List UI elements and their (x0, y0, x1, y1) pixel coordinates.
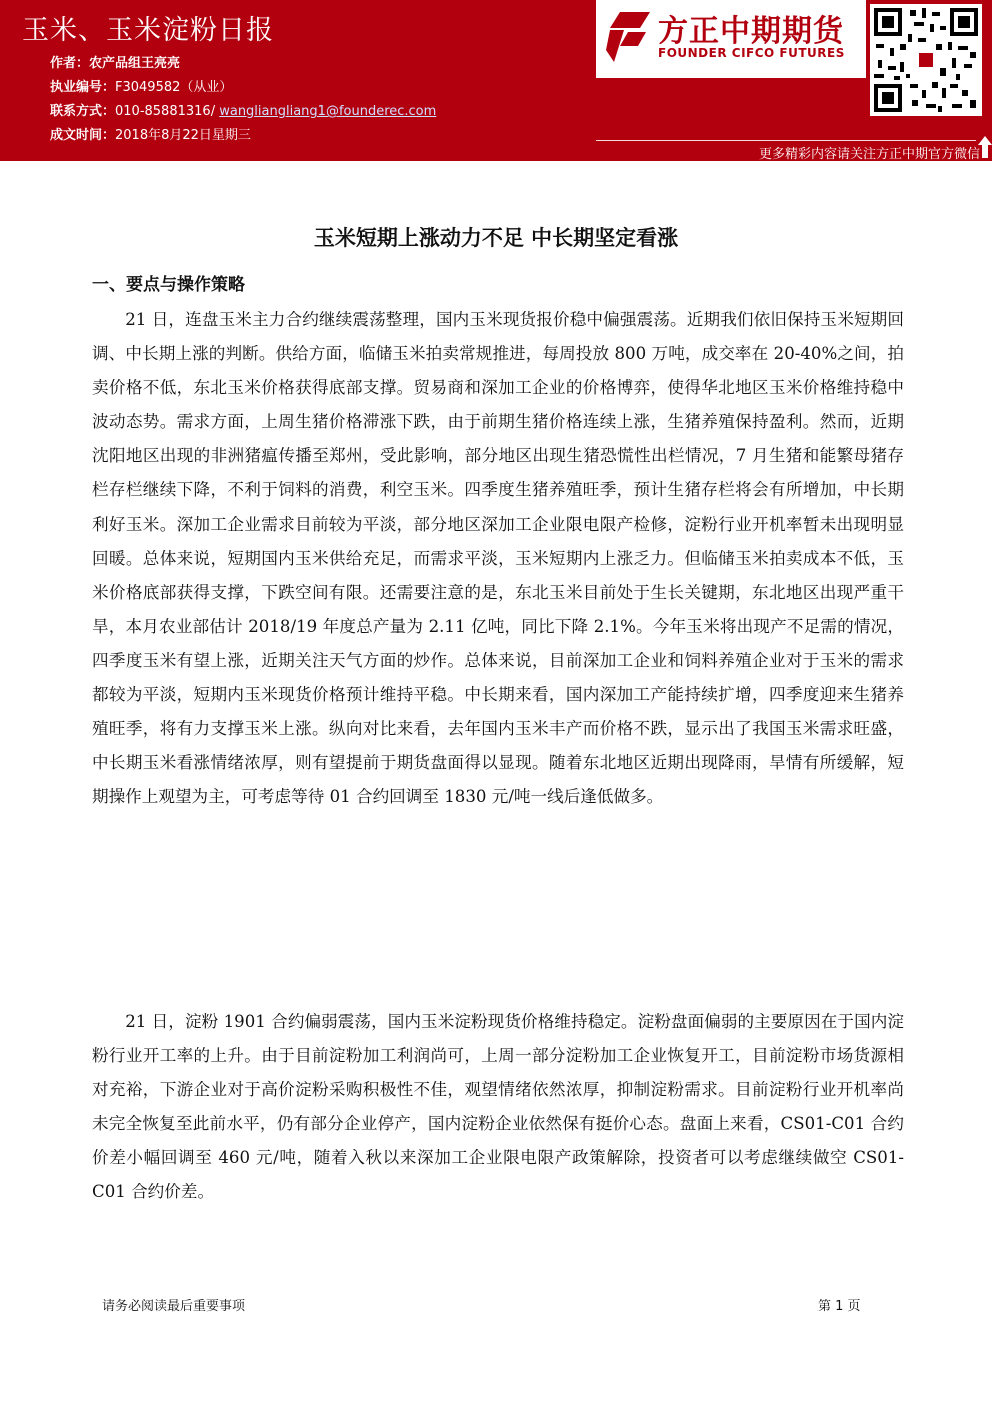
license-label: 执业编号： (50, 80, 116, 95)
page-number: 第 1 页 (818, 1299, 861, 1314)
founder-logo-icon (606, 12, 650, 62)
logo-text-en: FOUNDER CIFCO FUTURES (658, 46, 845, 60)
contact-label: 联系方式： (50, 104, 116, 119)
author-line (50, 52, 436, 76)
footer-notice: 请务必阅读最后重要事项 (102, 1299, 246, 1314)
document-title: 玉米短期上涨动力不足 中长期坚定看涨 (313, 226, 679, 250)
qr-code-icon[interactable] (870, 4, 982, 116)
report-meta (50, 52, 436, 148)
logo-text-cn: 方正中期期货 (658, 14, 844, 49)
arrow-up-icon (978, 136, 992, 158)
paragraph-corn: 21 日，连盘玉米主力合约继续震荡整理，国内玉米现货报价稳中偏强震荡。近期我们依旧保持玉米短期回调、中长期上涨的判断。供给方面，临储玉米拍卖常规推进，每周投放 800 万吨，成交率在 20-40%之间，拍卖价格不低，东北玉米价格获得底部支撑。贸易商和深加工企业的价格博弈，使得华北地区玉米价格维持稳中波动态势。需求方面，上周生猪价格滞涨下跌，由于前期生猪价格连续上涨，生猪养殖保持盈利。然而，近期沈阳地区出现的非洲猪瘟传播至郑州，受此影响，部分地区出现生猪恐慌性出栏情况，7 月生猪和能繁母猪存栏存栏继续下降，不利于饲料的消费，利空玉米。四季度生猪养殖旺季，预计生猪存栏将会有所增加，中长期利好玉米。深加工企业需求目前较为平淡，部分地区深加工企业限电限产检修，淀粉行业开机率暂未出现明显回暖。总体来说，短期国内玉米供给充足，而需求平淡，玉米短期内上涨乏力。但临储玉米拍卖成本不低，玉米价格底部获得支撑，下跌空间有限。还需要注意的是，东北玉米目前处于生长关键期，东北地区出现严重干旱，本月农业部估计 2018/19 年度总产量为 2.11 亿吨，同比下降 2.1%。今年玉米将出现产不足需的情况，四季度玉米有望上涨，近期关注天气方面的炒作。总体来说，目前深加工企业和饲料养殖企业对于玉米的需求都较为平淡，短期内玉米现货价格预计维持平稳。中长期来看，国内深加工产能持续扩增，四季度迎来生猪养殖旺季，将有力支撑玉米上涨。纵向对比来看，去年国内玉米丰产而价格不跌，显示出了我国玉米需求旺盛，中长期玉米看涨情绪浓厚，则有望提前于期货盘面得以显现。随着东北地区近期出现降雨，旱情有所缓解，短期操作上观望为主，可考虑等待 01 合约回调至 1830 元/吨一线后逢低做多。 (92, 310, 904, 807)
date-line (50, 124, 436, 148)
phone-value: 010-85881316/ (115, 104, 216, 119)
license-value: F3049582（从业） (115, 80, 233, 95)
follow-wechat-text: 更多精彩内容请关注方正中期官方微信 (758, 147, 980, 161)
header-divider (596, 140, 976, 141)
date-value: 2018年8月22日星期三 (115, 128, 251, 143)
author-value: 农产品组王亮亮 (89, 56, 181, 71)
report-title: 玉米、玉米淀粉日报 (22, 15, 274, 46)
contact-line (50, 100, 436, 124)
license-line (50, 76, 436, 100)
date-label: 成文时间： (50, 128, 116, 143)
author-label: 作者： (50, 56, 90, 71)
paragraph-starch: 21 日，淀粉 1901 合约偏弱震荡，国内玉米淀粉现货价格维持稳定。淀粉盘面偏弱的主要原因在于国内淀粉行业开工率的上升。由于目前淀粉加工利润尚可，上周一部分淀粉加工企业恢复开工，目前淀粉市场货源相对充裕，下游企业对于高价淀粉采购积极性不佳，观望情绪依然浓厚，抑制淀粉需求。目前淀粉行业开机率尚未完全恢复至此前水平，仍有部分企业停产，国内淀粉企业依然保有挺价心态。盘面上来看，CS01-C01 合约价差小幅回调至 460 元/吨，随着入秋以来深加工企业限电限产政策解除，投资者可以考虑继续做空 CS01-C01 合约价差。 (92, 1012, 904, 1202)
section-heading: 一、要点与操作策略 (92, 275, 245, 295)
company-logo (596, 0, 866, 78)
report-header (0, 0, 992, 161)
email-link[interactable]: wangliangliang1@founderec.com (219, 104, 437, 119)
